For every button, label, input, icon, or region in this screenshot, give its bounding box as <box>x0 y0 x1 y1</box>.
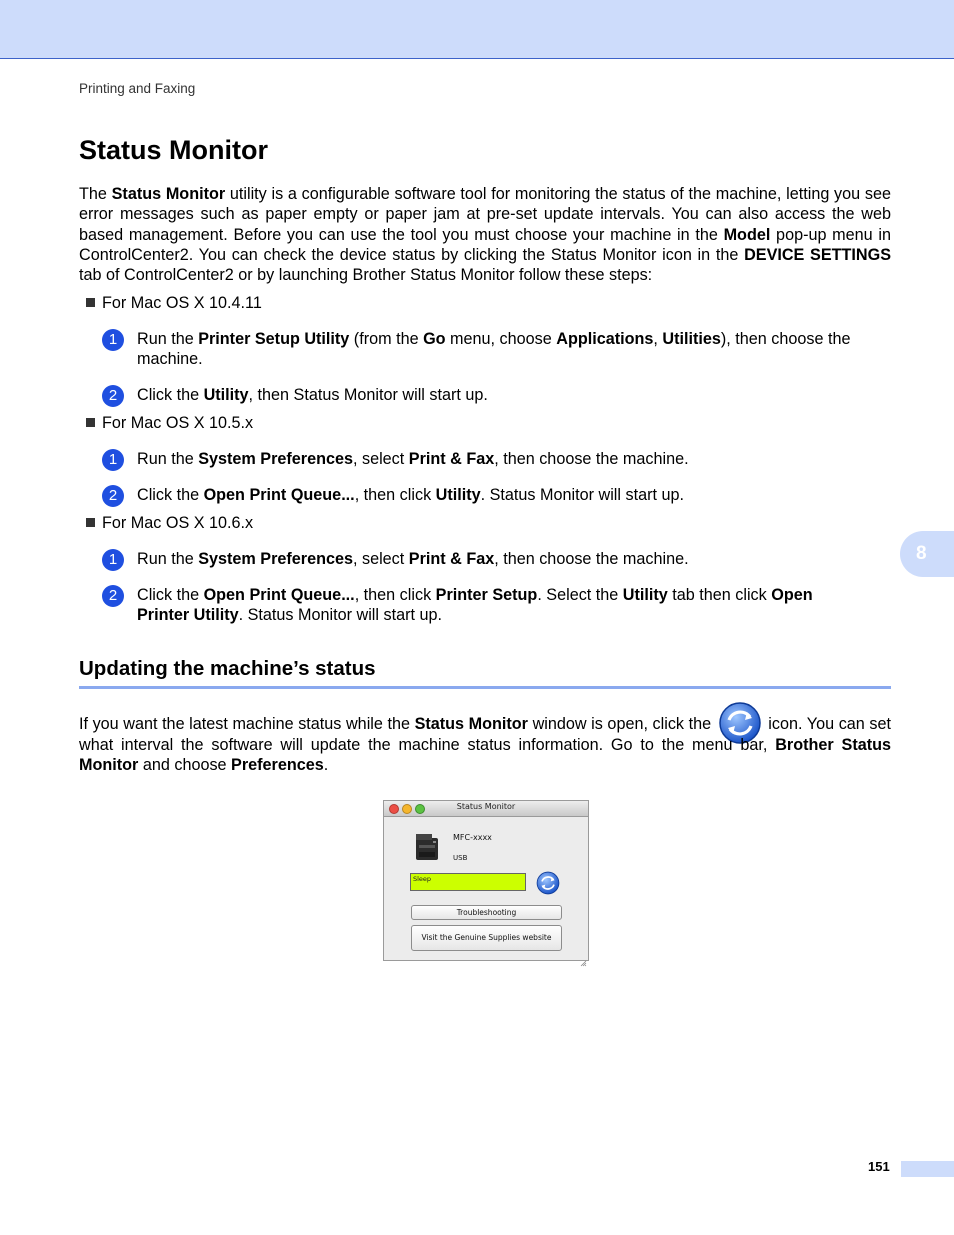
update-paragraph: If you want the latest machine status while the Status Monitor window is open, click the icon. You can set what interval the software will update the machine status information. Go to the menu bar, Brother Status Monitor and choose Preferences. <box>79 714 891 776</box>
page-number: 151 <box>868 1159 890 1174</box>
step-number-badge: 1 <box>102 449 124 471</box>
step-number-badge: 1 <box>102 329 124 351</box>
step-10-4-2: 2 Click the Utility, then Status Monitor will start up. <box>102 385 892 405</box>
window-title: Status Monitor <box>456 802 516 811</box>
chapter-tab: 8 <box>900 531 954 577</box>
footer-bar <box>901 1161 954 1177</box>
page-title: Status Monitor <box>79 135 268 165</box>
troubleshooting-button[interactable]: Troubleshooting <box>411 905 562 920</box>
step-10-5-1: 1 Run the System Preferences, select Print & Fax, then choose the machine. <box>102 449 892 469</box>
status-display: Sleep <box>410 873 526 891</box>
square-bullet-icon <box>86 298 95 307</box>
refresh-icon[interactable] <box>536 871 560 895</box>
supplies-website-button[interactable]: Visit the Genuine Supplies website <box>411 925 562 951</box>
resize-grip-icon[interactable] <box>580 952 587 959</box>
step-number-badge: 2 <box>102 385 124 407</box>
step-10-6-2: 2 Click the Open Print Queue..., then click Printer Setup. Select the Utility tab then click Open Printer Utility. Status Monitor will start up. <box>102 585 822 626</box>
intro-paragraph: The Status Monitor utility is a configurable software tool for monitoring the status of the machine, letting you see error messages such as paper empty or paper jam at pre-set update intervals. You can also access the web based management. Before you can use the tool you must choose your machine in the Model pop-up menu in ControlCenter2. You can check the device status by clicking the Status Monitor icon in the DEVICE SETTINGS tab of ControlCenter2 or by launching Brother Status Monitor follow these steps: <box>79 185 891 285</box>
os-bullet-10-4: For Mac OS X 10.4.11 <box>86 293 262 313</box>
square-bullet-icon <box>86 418 95 427</box>
section-heading: Updating the machine’s status <box>79 655 891 689</box>
step-number-badge: 2 <box>102 585 124 607</box>
step-number-badge: 2 <box>102 485 124 507</box>
step-10-5-2: 2 Click the Open Print Queue..., then click Utility. Status Monitor will start up. <box>102 485 892 505</box>
step-number-badge: 1 <box>102 549 124 571</box>
printer-icon <box>413 833 441 863</box>
model-name: MFC-xxxx <box>453 833 492 842</box>
os-bullet-10-5: For Mac OS X 10.5.x <box>86 413 253 433</box>
status-monitor-window <box>383 800 589 961</box>
top-header-band <box>0 0 954 59</box>
running-head: Printing and Faxing <box>79 81 196 96</box>
step-10-6-1: 1 Run the System Preferences, select Print & Fax, then choose the machine. <box>102 549 892 569</box>
square-bullet-icon <box>86 518 95 527</box>
step-10-4-1: 1 Run the Printer Setup Utility (from the Go menu, choose Applications, Utilities), then choose the machine. <box>102 329 892 370</box>
window-titlebar <box>384 801 588 817</box>
connection-type: USB <box>453 854 468 862</box>
os-bullet-10-6: For Mac OS X 10.6.x <box>86 513 253 533</box>
